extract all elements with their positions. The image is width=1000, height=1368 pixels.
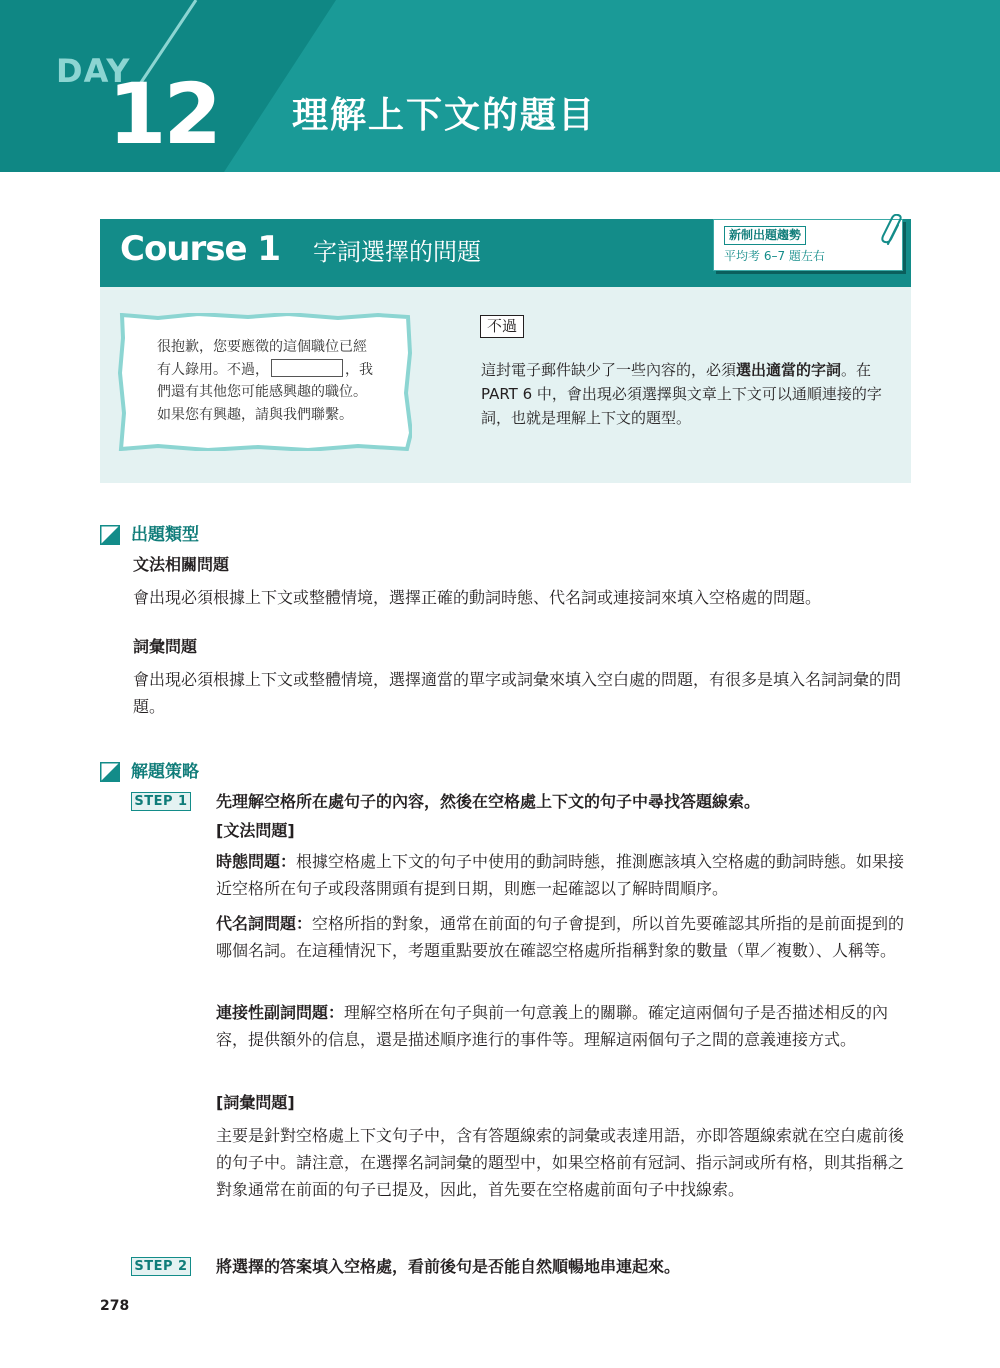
pronoun-label: 代名詞問題： [216,914,313,933]
step1-badge: STEP 1 [131,792,191,811]
step2-badge: STEP 2 [131,1257,191,1276]
day-label: DAY [56,52,131,90]
vocab-strategy-text: 主要是針對空格處上下文句子中，含有答題線索的詞彙或表達用語，亦即答題線索就在空白處前後的句子中。請注意，在選擇名詞詞彙的題型中，如果空格前有冠詞、指示詞或所有格，則其指稱之對象通常在前面的句子已提及，因此，首先要在空格處前面句子中找線索。 [216,1126,905,1199]
letter-fragment: ，我 [345,361,373,378]
chapter-title: 理解上下文的題目 [292,95,597,136]
vocab-text: 會出現必須根據上下文或整體情境，選擇適當的單字或詞彙來填入空白處的問題，有很多是填入名詞詞彙的問題。 [133,670,902,716]
step2-heading: 將選擇的答案填入空格處，看前後句是否能自然順暢地串連起來。 [216,1257,681,1276]
strategy-heading: 解題策略 [131,762,199,782]
section-marker-icon [100,525,120,545]
blank-box [271,359,343,377]
conjunction-text: 理解空格所在句子與前一句意義上的關聯。確定這兩個句子是否描述相反的內容，提供額外的信息，還是描述順序進行的事件等。理解這兩個句子之間的意義連接方式。 [216,1003,889,1049]
letter-line [157,359,387,382]
explain-text: 這封電子郵件缺少了一些內容的，必須 [481,361,737,379]
vocab-subheading: [詞彙問題] [216,1093,295,1112]
keyword-box: 不過 [480,315,524,338]
letter-line: 很抱歉，您要應徵的這個職位已經 [157,339,367,355]
vocab-title: 詞彙問題 [133,637,198,656]
letter-text [157,336,387,426]
course-title: 字詞選擇的問題 [313,238,481,266]
grammar-title: 文法相關問題 [133,555,230,574]
course-label: Course 1 [120,229,281,269]
paperclip-icon [880,214,906,248]
letter-fragment: 有人錄用。不過， [157,361,269,378]
section-marker-icon [100,762,120,782]
trend-tag: 新制出題趨勢 [724,226,806,245]
tense-paragraph [216,848,916,902]
explain-text: 。在 PART 6 中，會出現必須選擇與文章上下文可以通順連接的字詞，也就是理解上下文的題型。 [481,361,882,427]
letter-line: 如果您有興趣，請與我們聯繫。 [157,406,353,423]
tense-text: 根據空格處上下文的句子中使用的動詞時態，推測應該填入空格處的動詞時態。如果接近空格所在句子或段落開頭有提到日期，則應一起確認以了解時間順序。 [216,852,905,898]
question-types-heading: 出題類型 [131,525,199,545]
trend-frequency: 平均考 6–7 題左右 [724,249,825,263]
letter-line: 們還有其他您可能感興趣的職位。 [157,384,367,400]
page-number: 278 [100,1298,130,1314]
conjunction-paragraph [216,999,916,1053]
explain-bold: 選出適當的字詞 [736,361,842,379]
grammar-subheading: [文法問題] [216,821,295,840]
grammar-text: 會出現必須根據上下文或整體情境，選擇正確的動詞時態、代名詞或連接詞來填入空格處的問題。 [133,588,822,607]
step1-heading: 先理解空格所在處句子的內容，然後在空格處上下文的句子中尋找答題線索。 [216,792,761,811]
pronoun-text: 空格所指的對象，通常在前面的句子會提到，所以首先要確認其所指的是前面提到的哪個名詞。在這種情況下，考題重點要放在確認空格處所指稱對象的數量（單／複數）、人稱等。 [216,914,905,960]
tense-label: 時態問題： [216,852,297,871]
pronoun-paragraph [216,910,916,964]
intro-explanation [481,358,891,430]
conjunction-label: 連接性副詞問題： [216,1003,345,1022]
day-number: 12 [108,65,219,163]
